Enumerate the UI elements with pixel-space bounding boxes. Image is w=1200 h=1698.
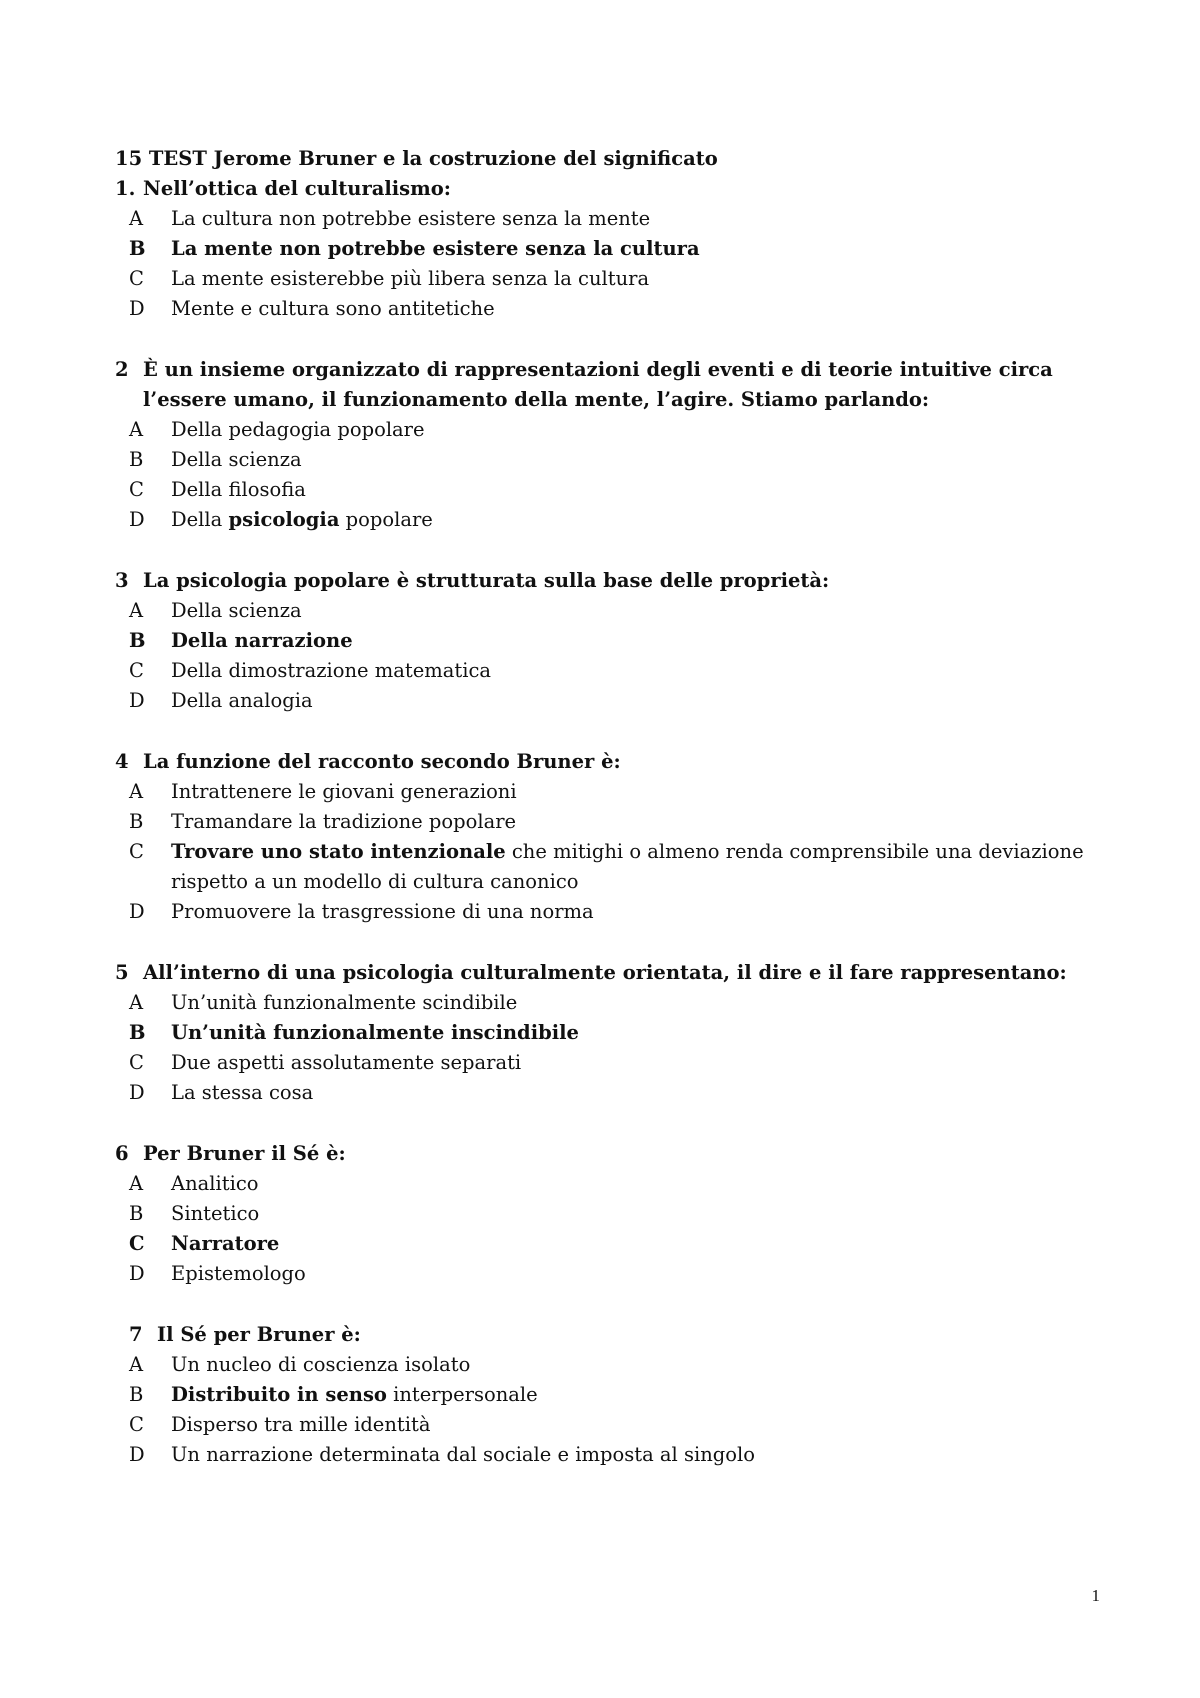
option-text [171,988,1115,1018]
option-letter: B [129,1383,144,1406]
question-header [115,958,1115,988]
question-text: Il Sé per Bruner è: [157,1323,361,1346]
option-letter: B [129,1021,146,1044]
option-text-bold: Un’unità funzionalmente inscindibile [171,1021,579,1044]
option-text-part: Due aspetti assolutamente separati [171,1051,522,1074]
option-text [171,1259,1115,1289]
option-letter: B [129,1202,144,1225]
option-text [171,204,1115,234]
answer-option [115,234,1115,264]
question-header [115,1139,1115,1169]
answer-option [115,204,1115,234]
option-text [171,475,1115,505]
answer-option [115,897,1115,927]
option-text-part: che mitighi o almeno renda comprensibile una deviazione rispetto a un modello di cultura canonico [171,840,1084,893]
option-text-part: Della filosofia [171,478,306,501]
question-text: Nell’ottica del culturalismo: [143,177,451,200]
answer-option [115,656,1115,686]
question-number: 6 [115,1142,129,1165]
option-letter: B [129,448,144,471]
answer-option [115,505,1115,535]
option-text [171,1229,1115,1259]
answer-option [115,777,1115,807]
option-letter: C [129,840,144,863]
option-letter: A [129,599,144,622]
option-text-part: Sintetico [171,1202,260,1225]
option-text [171,1169,1115,1199]
option-text-part: Della analogia [171,689,313,712]
question-6 [115,1139,1115,1289]
option-text-bold: psicologia [228,508,340,531]
option-letter: A [129,1353,144,1376]
option-text [171,445,1115,475]
option-text-part: Tramandare la tradizione popolare [171,810,517,833]
answer-option [115,1350,1115,1380]
option-letter: C [129,1413,144,1436]
question-4 [115,747,1115,927]
question-text: È un insieme organizzato di rappresentazioni degli eventi e di teorie intuitive circa l’essere umano, il funzionamento della mente, l’agire. Stiamo parlando: [143,358,1053,411]
option-text [171,1199,1115,1229]
question-3 [115,566,1115,716]
answer-option [115,294,1115,324]
answer-option [115,1229,1115,1259]
option-text [171,807,1115,837]
question-header [115,747,1115,777]
option-text-bold: Della narrazione [171,629,353,652]
question-header [115,1320,1115,1350]
option-text-part: Intrattenere le giovani generazioni [171,780,517,803]
option-letter: C [129,1232,145,1255]
option-text-bold: Narratore [171,1232,280,1255]
answer-option [115,837,1115,897]
option-text-part: Epistemologo [171,1262,306,1285]
option-text-part: La mente esisterebbe più libera senza la cultura [171,267,650,290]
option-text [171,234,1115,264]
answer-option [115,1199,1115,1229]
option-text-part: Promuovere la trasgressione di una norma [171,900,594,923]
question-number: 7 [129,1323,143,1346]
option-text [171,264,1115,294]
answer-option [115,988,1115,1018]
option-letter: A [129,418,144,441]
option-letter: A [129,1172,144,1195]
option-text-part: Un narrazione determinata dal sociale e imposta al singolo [171,1443,755,1466]
answer-option [115,264,1115,294]
answer-option [115,1440,1115,1470]
question-1 [115,174,1115,324]
option-text [171,837,1115,897]
option-text-part: Della scienza [171,448,302,471]
option-letter: A [129,991,144,1014]
answer-option [115,1410,1115,1440]
option-text-part: interpersonale [386,1383,538,1406]
option-text-part: Della dimostrazione matematica [171,659,491,682]
option-text-part: La stessa cosa [171,1081,314,1104]
option-letter: D [129,689,145,712]
option-text [171,415,1115,445]
option-text [171,686,1115,716]
answer-option [115,415,1115,445]
option-text [171,1380,1115,1410]
option-letter: D [129,900,145,923]
option-letter: C [129,267,144,290]
option-text [171,1018,1115,1048]
question-header [115,174,1115,204]
answer-option [115,1018,1115,1048]
question-text: La funzione del racconto secondo Bruner è: [143,750,621,773]
test-content [115,144,1115,1501]
answer-option [115,686,1115,716]
option-text-part: Della [171,508,229,531]
question-5 [115,958,1115,1108]
option-letter: B [129,237,146,260]
question-number: 2 [115,358,129,381]
option-text [171,1350,1115,1380]
question-text: Per Bruner il Sé è: [143,1142,346,1165]
option-letter: A [129,207,144,230]
option-text-part: Un nucleo di coscienza isolato [171,1353,471,1376]
option-text-part: Della scienza [171,599,302,622]
option-letter: D [129,1443,145,1466]
option-letter: C [129,1051,144,1074]
question-header [115,566,1115,596]
answer-option [115,626,1115,656]
option-letter: A [129,780,144,803]
option-text [171,294,1115,324]
answer-option [115,1380,1115,1410]
answer-option [115,807,1115,837]
question-number: 4 [115,750,129,773]
option-text [171,626,1115,656]
option-text-part: Della pedagogia popolare [171,418,425,441]
option-text-part: Mente e cultura sono antitetiche [171,297,495,320]
option-letter: B [129,629,146,652]
question-text: All’interno di una psicologia culturalmente orientata, il dire e il fare rappresentano: [143,961,1067,984]
option-text [171,897,1115,927]
question-text: La psicologia popolare è strutturata sulla base delle proprietà: [143,569,830,592]
answer-option [115,1048,1115,1078]
option-text [171,596,1115,626]
option-text-part: popolare [339,508,433,531]
answer-option [115,596,1115,626]
option-text [171,1410,1115,1440]
option-text [171,656,1115,686]
question-number: 3 [115,569,129,592]
option-letter: D [129,1081,145,1104]
option-letter: D [129,508,145,531]
option-text-part: Disperso tra mille identità [171,1413,431,1436]
option-letter: B [129,810,144,833]
answer-option [115,475,1115,505]
option-text-bold: Distribuito in senso [171,1383,387,1406]
page-number: 1 [1091,1586,1100,1605]
option-text [171,1048,1115,1078]
option-letter: C [129,478,144,501]
answer-option [115,445,1115,475]
document-title: 15 TEST Jerome Bruner e la costruzione del significato [115,147,718,170]
question-number: 1. [115,177,136,200]
option-letter: C [129,659,144,682]
question-number: 5 [115,961,129,984]
question-header [115,355,1115,415]
answer-option [115,1078,1115,1108]
option-text-part: Un’unità funzionalmente scindibile [171,991,518,1014]
option-text [171,1440,1115,1470]
option-text-part: Analitico [171,1172,259,1195]
question-list [115,174,1115,1470]
option-text [171,505,1115,535]
question-7 [115,1320,1115,1470]
answer-option [115,1259,1115,1289]
option-text-bold: Trovare uno stato intenzionale [171,840,506,863]
answer-option [115,1169,1115,1199]
question-2 [115,355,1115,535]
option-text [171,777,1115,807]
option-letter: D [129,1262,145,1285]
option-letter: D [129,297,145,320]
option-text-bold: La mente non potrebbe esistere senza la cultura [171,237,700,260]
option-text [171,1078,1115,1108]
option-text-part: La cultura non potrebbe esistere senza la mente [171,207,651,230]
